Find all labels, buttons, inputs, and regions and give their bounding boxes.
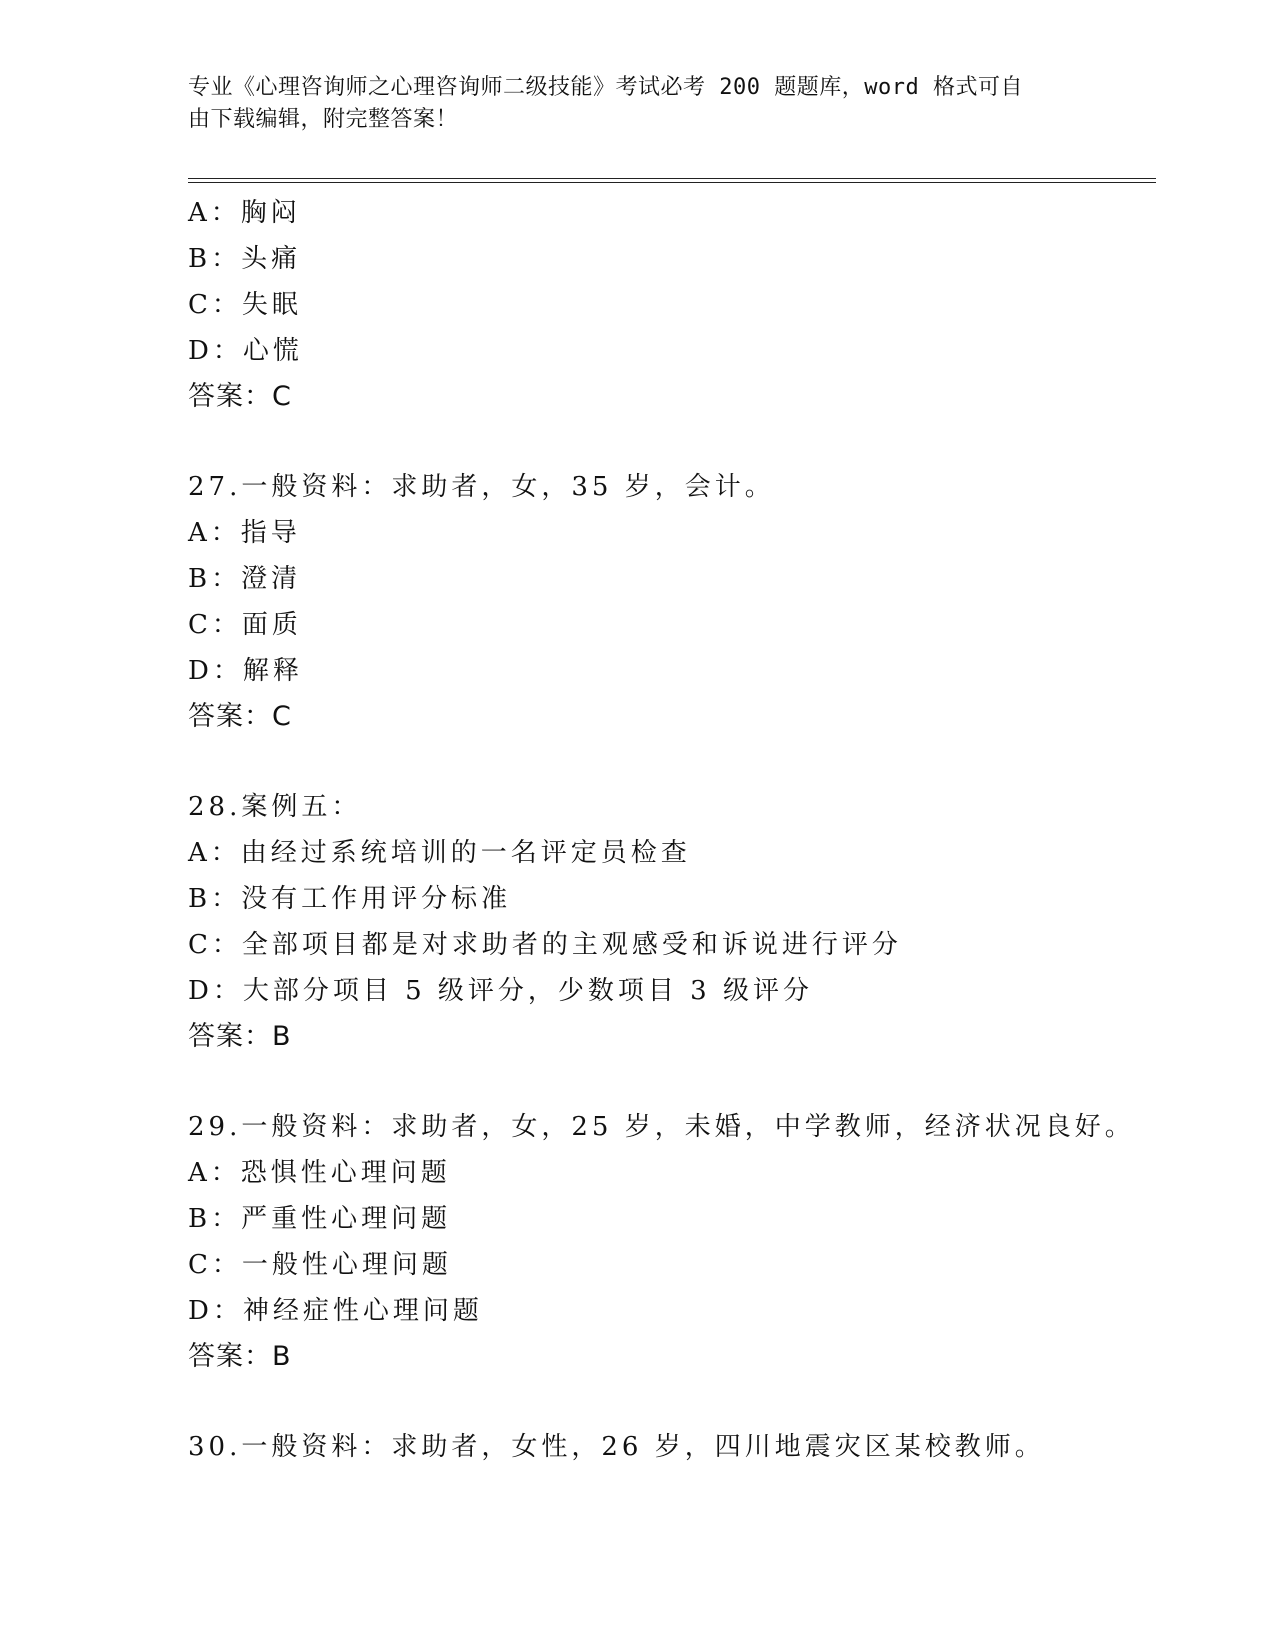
answer-line: 答案：C	[188, 701, 292, 732]
option-c: C：失眠	[188, 290, 302, 320]
question-stem: 30.一般资料：求助者，女性，26 岁，四川地震灾区某校教师。	[188, 1432, 1045, 1462]
question-block-30	[188, 1424, 1156, 1470]
option-d: D：大部分项目 5 级评分，少数项目 3 级评分	[188, 976, 813, 1006]
question-stem: 28.案例五：	[188, 792, 362, 822]
option-d: D：心慌	[188, 336, 303, 366]
question-stem: 27.一般资料：求助者，女，35 岁，会计。	[188, 472, 775, 502]
option-c: C：全部项目都是对求助者的主观感受和诉说进行评分	[188, 930, 902, 960]
answer-line: 答案：B	[188, 1021, 292, 1052]
option-a: A：恐惧性心理问题	[188, 1158, 451, 1188]
option-b: B：没有工作用评分标准	[188, 884, 512, 914]
option-c: C：面质	[188, 610, 302, 640]
question-list	[188, 190, 1156, 1470]
answer-line: 答案：C	[188, 381, 292, 412]
header-divider-top	[188, 178, 1156, 179]
option-b: B：严重性心理问题	[188, 1204, 452, 1234]
header-divider-bottom	[188, 182, 1156, 183]
option-a: A：由经过系统培训的一名评定员检查	[188, 838, 691, 868]
option-d: D：解释	[188, 656, 303, 686]
option-c: C：一般性心理问题	[188, 1250, 452, 1280]
question-block-29	[188, 1104, 1156, 1380]
option-d: D：神经症性心理问题	[188, 1296, 483, 1326]
option-b: B：头痛	[188, 244, 302, 274]
question-block-28	[188, 784, 1156, 1060]
header-line-2: 由下载编辑，附完整答案！	[188, 107, 459, 132]
header-line-1: 专业《心理咨询师之心理咨询师二级技能》考试必考 200 题题库，word 格式可自	[188, 75, 1023, 100]
question-block-27	[188, 464, 1156, 740]
option-a: A：指导	[188, 518, 301, 548]
answer-line: 答案：B	[188, 1341, 292, 1372]
option-b: B：澄清	[188, 564, 302, 594]
question-block-26	[188, 190, 1156, 420]
document-header	[188, 72, 1068, 136]
question-stem: 29.一般资料：求助者，女，25 岁，未婚，中学教师，经济状况良好。	[188, 1112, 1135, 1142]
option-a: A：胸闷	[188, 198, 301, 228]
